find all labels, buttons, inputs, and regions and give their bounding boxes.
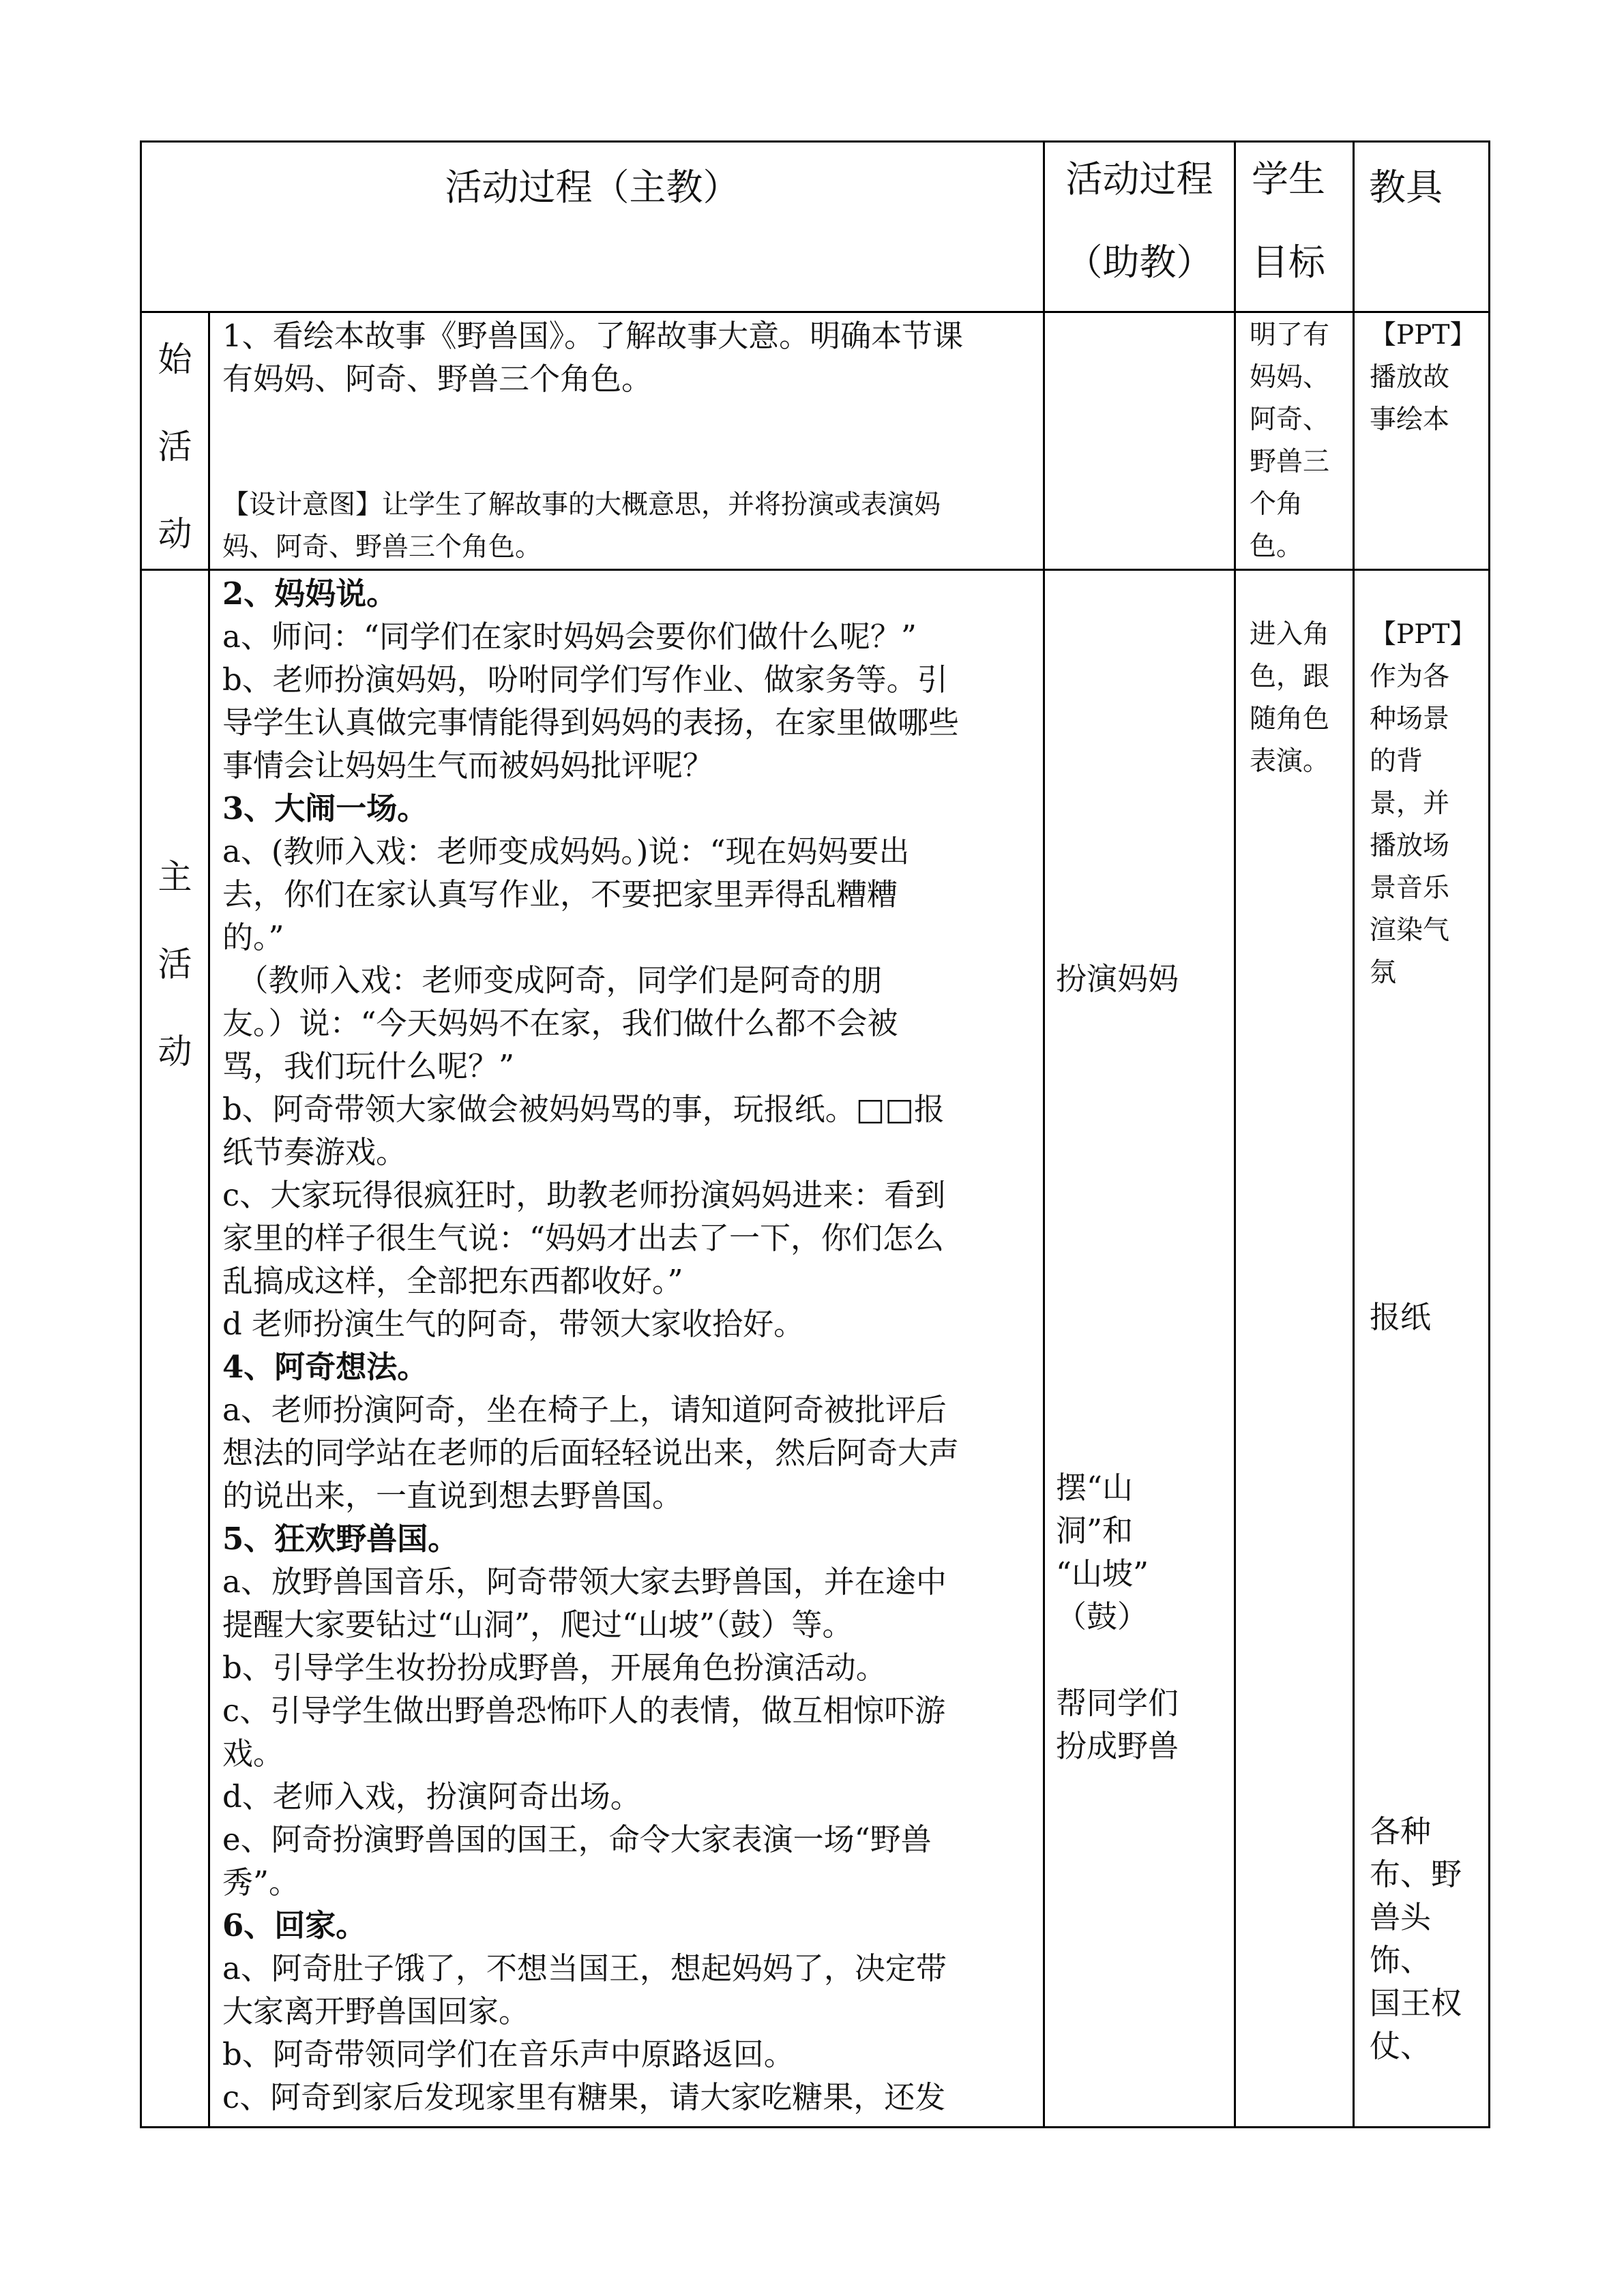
main-assist-role-mother <box>1056 957 1233 1000</box>
header-tools-label: 教具 <box>1369 166 1443 209</box>
tools-line: 播放故 <box>1370 362 1450 393</box>
content-line: d、老师入戏，扮演阿奇出场。 <box>222 1778 641 1815</box>
content-line: a、(教师入戏：老师变成妈妈。)说：“现在妈妈要出 <box>222 833 910 869</box>
tools-line: 各种 <box>1370 1813 1432 1849</box>
start-section-tools <box>1370 314 1487 441</box>
main-assist-dress-up <box>1056 1682 1233 1768</box>
content-line: 1、看绘本故事《野兽国》。了解故事大意。明确本节课 <box>222 318 964 354</box>
content-line: 骂，我们玩什么呢？” <box>222 1048 515 1084</box>
step-heading: 3、大闹一场。 <box>222 790 428 826</box>
content-line: 去，你们在家认真写作业，不要把家里弄得乱糟糟 <box>222 876 898 912</box>
tools-line: 兽头 <box>1370 1899 1432 1935</box>
goal-line: 妈妈、 <box>1250 362 1330 393</box>
content-line: e、阿奇扮演野兽国的国王，命令大家表演一场“野兽 <box>222 1821 932 1858</box>
header-assist-label-2: （助教） <box>1065 241 1213 284</box>
start-section-design-intent <box>222 484 1041 569</box>
goal-line: 进入角 <box>1250 619 1330 650</box>
content-line: 提醒大家要钻过“山洞”，爬过“山坡”（鼓）等。 <box>222 1607 853 1643</box>
start-section-goal <box>1250 314 1352 568</box>
tools-line: 渲染气 <box>1370 915 1450 946</box>
content-line: 大家离开野兽国回家。 <box>222 1993 530 2029</box>
header-main-activity <box>142 158 1043 211</box>
tools-line: 种场景 <box>1370 704 1450 734</box>
table-bottom-border <box>140 2126 1490 2128</box>
tools-line: 国王权 <box>1370 1985 1462 2021</box>
step-heading: 5、狂欢野兽国。 <box>222 1521 459 1557</box>
tools-line: 【PPT】 <box>1370 320 1477 351</box>
content-line: a、师问：“同学们在家时妈妈会要你们做什么呢？” <box>222 618 917 655</box>
content-line: a、阿奇肚子饿了，不想当国王，想起妈妈了，决定带 <box>222 1950 947 1986</box>
content-line: b、阿奇带领大家做会被妈妈骂的事，玩报纸。□□报 <box>222 1091 945 1127</box>
step-heading: 2、妈妈说。 <box>222 576 398 612</box>
header-main-label: 活动过程（主教） <box>445 166 740 209</box>
header-teaching-tools <box>1369 158 1488 211</box>
content-line: 戏。 <box>222 1735 284 1772</box>
step-heading: 4、阿奇想法。 <box>222 1349 428 1385</box>
assist-line: 扮成野兽 <box>1056 1728 1179 1764</box>
goal-line: 色，跟 <box>1250 661 1330 692</box>
content-line: 事情会让妈妈生气而被妈妈批评呢？ <box>222 747 714 784</box>
content-line: 乱搞成这样，全部把东西都收好。” <box>222 1263 683 1299</box>
goal-line: 阿奇、 <box>1250 404 1330 435</box>
header-bottom-border <box>140 311 1490 313</box>
content-line: 秀”。 <box>222 1864 300 1900</box>
content-line: c、阿奇到家后发现家里有糖果，请大家吃糖果，还发 <box>222 2079 946 2115</box>
main-section-label <box>142 833 208 1095</box>
tools-line: 饰、 <box>1370 1942 1432 1978</box>
label-char: 活 <box>158 427 192 466</box>
main-section-tools-ppt <box>1370 614 1487 994</box>
main-section-tools-newspaper <box>1370 1296 1487 1339</box>
header-student-goal <box>1252 138 1353 304</box>
goal-line: 色。 <box>1250 531 1303 562</box>
content-line: b、老师扮演妈妈，吩咐同学们写作业、做家务等。引 <box>222 661 948 698</box>
main-assist-setup <box>1056 1466 1233 1638</box>
label-char: 始 <box>158 340 192 379</box>
tools-line: 氛 <box>1370 957 1397 988</box>
content-line: a、老师扮演阿奇，坐在椅子上，请知道阿奇被批评后 <box>222 1392 947 1428</box>
content-line: 家里的样子很生气说：“妈妈才出去了一下，你们怎么 <box>222 1220 945 1256</box>
design-line: 妈、阿奇、野兽三个角色。 <box>222 532 542 563</box>
content-line: d 老师扮演生气的阿奇，带领大家收拾好。 <box>222 1306 805 1342</box>
tools-line: 事绘本 <box>1370 404 1450 435</box>
start-section-content <box>222 314 1041 400</box>
assist-line: 扮演妈妈 <box>1056 961 1179 997</box>
goal-line: 明了有 <box>1250 320 1330 351</box>
assist-line: 摆“山 <box>1056 1470 1134 1506</box>
content-line: 友。）说：“今天妈妈不在家，我们做什么都不会被 <box>222 1005 898 1041</box>
label-char: 动 <box>158 1032 192 1071</box>
main-section-content <box>222 572 1041 2119</box>
content-line: 纸节奏游戏。 <box>222 1134 407 1170</box>
content-line: 想法的同学站在老师的后面轻轻说出来，然后阿奇大声 <box>222 1435 960 1471</box>
goal-column-border <box>1353 140 1355 2128</box>
start-section-bottom-border <box>140 569 1490 571</box>
tools-line: 的背 <box>1370 746 1423 777</box>
start-section-label <box>142 316 208 578</box>
main-section-goal <box>1250 614 1352 783</box>
content-line: 有妈妈、阿奇、野兽三个角色。 <box>222 361 653 397</box>
tools-line: 播放场 <box>1370 831 1450 861</box>
content-line: a、放野兽国音乐，阿奇带领大家去野兽国，并在途中 <box>222 1564 947 1600</box>
design-line: 【设计意图】让学生了解故事的大概意思，并将扮演或表演妈 <box>222 490 941 520</box>
tools-line: 【PPT】 <box>1370 619 1477 650</box>
goal-line: 表演。 <box>1250 746 1330 777</box>
step-heading: 6、回家。 <box>222 1907 367 1943</box>
assist-line: （鼓） <box>1056 1598 1149 1635</box>
goal-line: 随角色 <box>1250 704 1330 734</box>
content-line: c、引导学生做出野兽恐怖吓人的表情，做互相惊吓游 <box>222 1693 946 1729</box>
tools-line: 景音乐 <box>1370 873 1450 904</box>
tools-line: 报纸 <box>1370 1299 1432 1335</box>
header-assist-label-1: 活动过程 <box>1065 158 1213 200</box>
main-section-tools-costumes <box>1370 1810 1487 2068</box>
assist-line: 帮同学们 <box>1056 1685 1179 1721</box>
header-goal-label-1: 学生 <box>1252 158 1325 200</box>
tools-line: 景，并 <box>1370 788 1450 819</box>
content-line: 导学生认真做完事情能得到妈妈的表扬，在家里做哪些 <box>222 704 960 741</box>
assist-line: “山坡” <box>1056 1555 1149 1592</box>
content-line: 的。” <box>222 919 284 955</box>
content-line: （教师入戏：老师变成阿奇，同学们是阿奇的朋 <box>222 962 883 998</box>
content-line: b、引导学生妆扮扮成野兽，开展角色扮演活动。 <box>222 1650 887 1686</box>
goal-line: 野兽三 <box>1250 447 1330 477</box>
table-right-border <box>1488 140 1490 2128</box>
goal-line: 个角 <box>1250 489 1303 520</box>
content-line: b、阿奇带领同学们在音乐声中原路返回。 <box>222 2036 795 2072</box>
assist-line: 洞”和 <box>1056 1512 1134 1549</box>
tools-line: 作为各 <box>1370 661 1450 692</box>
main-column-border <box>1043 140 1045 2128</box>
tools-line: 布、野 <box>1370 1856 1462 1892</box>
label-char: 动 <box>158 514 192 554</box>
header-goal-label-2: 目标 <box>1252 241 1325 284</box>
tools-line: 仗、 <box>1370 2028 1432 2064</box>
header-assist-activity <box>1045 138 1234 304</box>
content-line: c、大家玩得很疯狂时，助教老师扮演妈妈进来：看到 <box>222 1177 946 1213</box>
assist-column-border <box>1234 140 1236 2128</box>
label-char: 主 <box>158 857 192 897</box>
content-line: 的说出来，一直说到想去野兽国。 <box>222 1478 683 1514</box>
label-char: 活 <box>158 944 192 984</box>
label-column-border <box>208 312 210 2128</box>
